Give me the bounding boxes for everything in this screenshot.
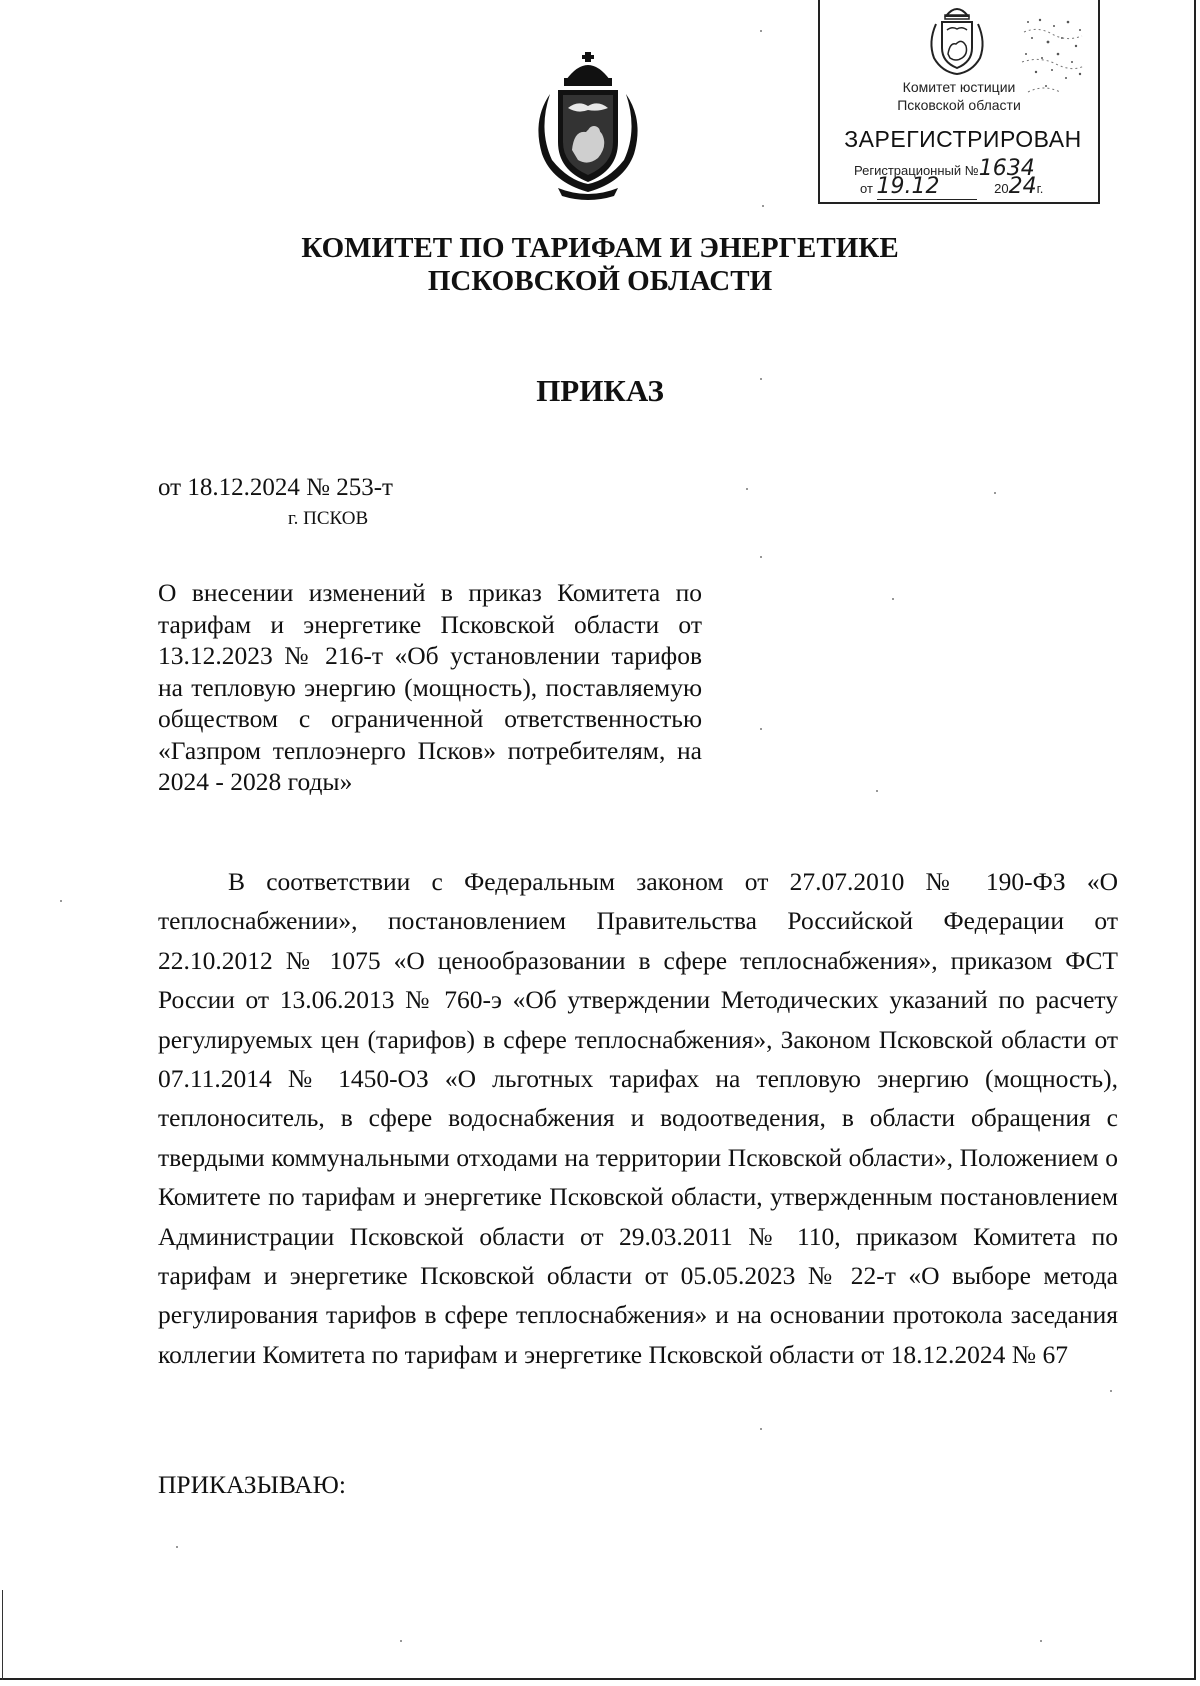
document-body: В соответствии с Федеральным законом от 27.07.2010 № 190-ФЗ «О теплоснабжении», постановлением Правительства Российской Федерации от 22.10.2012 № 1075 «О ценообразовании в сфере теплоснабжения», приказом ФСТ России от 13.06.2013 № 760-э «Об утверждении Методических указаний по расчету регулируемых цен (тарифов) в сфере теплоснабжения», Законом Псковской области от 07.11.2014 № 1450-ОЗ «О льготных тарифах на тепловую энергию (мощность), теплоноситель, в сфере водоснабжения и водоотведения, в области обращения с твердыми коммунальными отходами на территории Псковской области», Положением о Комитете по тарифам и энергетике Псковской области, утвержденным постановлением Администрации Псковской области от 29.03.2011 № 110, приказом Комитета по тарифам и энергетике Псковской области от 05.05.2023 № 22-т «О выборе метода регулирования тарифов в сфере теплоснабжения» и на основании протокола заседания коллегии Комитета по тарифам и энергетике Псковской области от 18.12.2024 № 67: [158, 867, 1118, 1369]
stamp-year-suffix: г.: [1036, 181, 1044, 196]
stamp-date-value: 19.12: [877, 174, 977, 200]
scan-speck: [762, 205, 764, 207]
scan-border-left: [2, 1590, 3, 1680]
scan-speck: [994, 492, 996, 494]
scan-border-right: [1194, 0, 1196, 1680]
stamp-year-prefix: 20: [994, 181, 1009, 196]
coat-of-arms-icon: [528, 50, 648, 200]
stamp-date: [860, 174, 1043, 200]
scan-speck: [1040, 1640, 1042, 1642]
order-word: ПРИКАЗЫВАЮ:: [158, 1470, 346, 1499]
organization-title-line1: КОМИТЕТ ПО ТАРИФАМ И ЭНЕРГЕТИКЕ: [301, 232, 899, 264]
stamp-committee-name: [820, 78, 1098, 114]
stamp-registered-label: ЗАРЕГИСТРИРОВАН: [844, 126, 1082, 152]
document-subject: О внесении изменений в приказ Комитета по тарифам и энергетике Псковской области от 13.12.2023 № 216-т «Об установлении тарифов на тепловую энергию (мощность), поставляемую обществом с ограниченной ответственностью «Газпром теплоэнерго Псков» потребителям, на 2024 - 2028 годы»: [158, 578, 702, 796]
document-city: г. ПСКОВ: [288, 508, 369, 529]
scan-speck: [760, 556, 762, 558]
registration-stamp: [818, 0, 1100, 204]
scan-border-bottom: [0, 1678, 1196, 1680]
scan-speck: [1110, 1390, 1112, 1392]
scan-speck: [760, 728, 762, 730]
scan-speck: [60, 900, 62, 902]
stamp-date-prefix: от: [860, 181, 873, 196]
document-type: ПРИКАЗ: [536, 373, 664, 408]
scan-speck: [746, 488, 748, 490]
scan-speck: [760, 378, 762, 380]
scan-speck: [876, 790, 878, 792]
organization-title-line2: ПСКОВСКОЙ ОБЛАСТИ: [427, 265, 773, 297]
scan-speck: [892, 598, 894, 600]
small-coat-of-arms-icon: [926, 2, 988, 76]
scan-speck: [760, 1428, 762, 1430]
scan-speck: [760, 30, 762, 32]
document-date-number: от 18.12.2024 № 253-т: [158, 474, 393, 501]
stamp-committee-line1: Комитет юстиции: [902, 79, 1016, 95]
stamp-regnum-value: 1634: [978, 156, 1035, 181]
scan-speck: [176, 1546, 178, 1548]
stamp-committee-line2: Псковской области: [897, 97, 1021, 113]
stamp-regnum-label: Регистрационный №: [854, 163, 979, 178]
stamp-year-value: 24: [1008, 174, 1037, 199]
organization-title: [260, 232, 940, 298]
scan-speck: [400, 1640, 402, 1642]
